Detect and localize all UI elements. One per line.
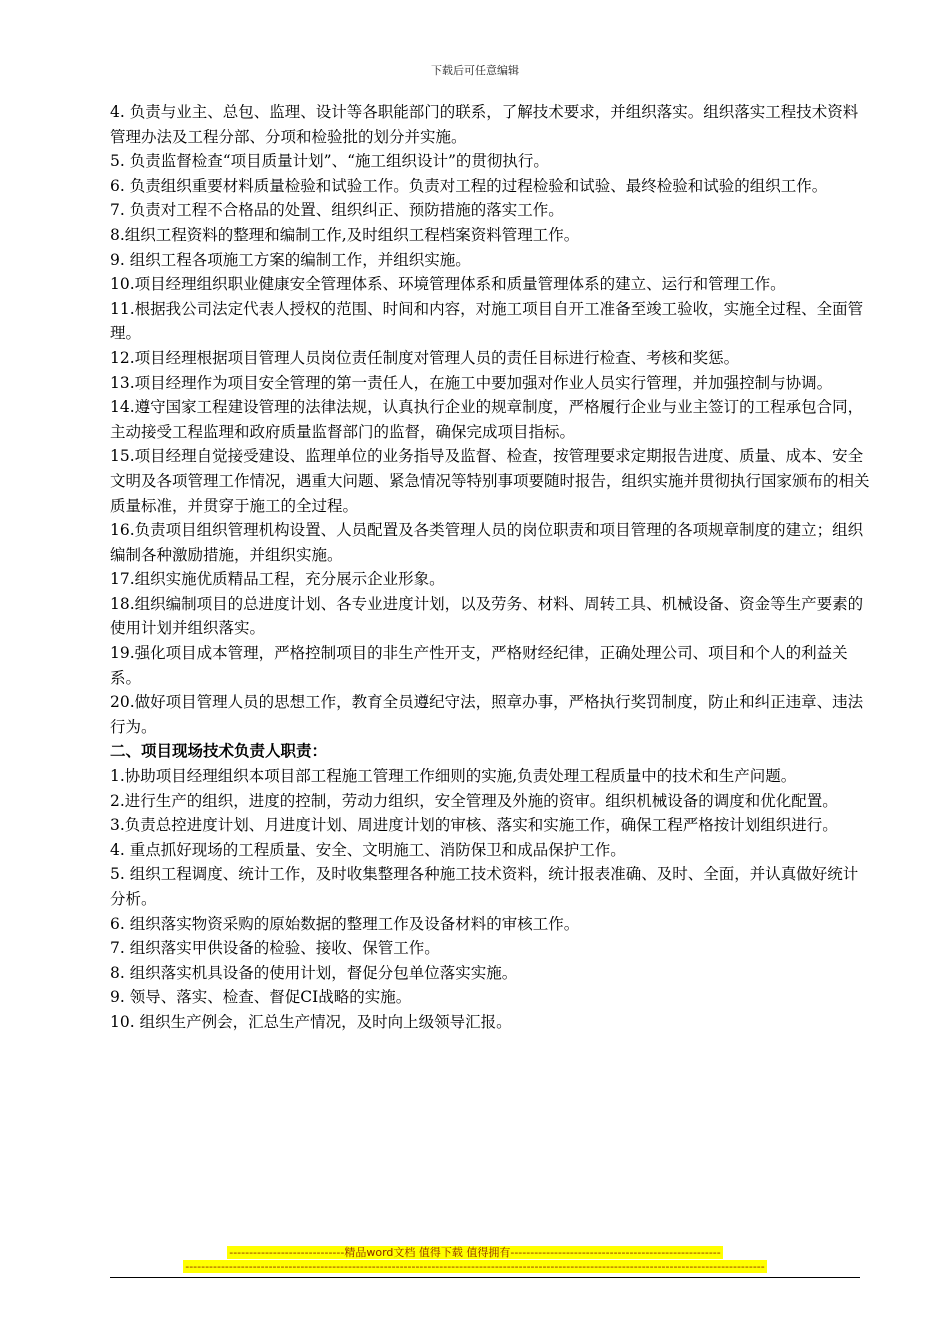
paragraph-item: 16.负责项目组织管理机构设置、人员配置及各类管理人员的岗位职责和项目管理的各项规章制度的建立；组织编制各种激励措施，并组织实施。: [110, 521, 864, 564]
paragraph-item: 4. 负责与业主、总包、监理、设计等各职能部门的联系，了解技术要求，并组织落实。组织落实工程技术资料管理办法及工程分部、分项和检验批的划分并实施。: [110, 103, 859, 146]
paragraph-item: 19.强化项目成本管理，严格控制项目的非生产性开支，严格财经纪律，正确处理公司、项目和个人的利益关系。: [110, 644, 848, 687]
section-heading: 二、项目现场技术负责人职责：: [110, 741, 328, 761]
section-paragraph-item: 8. 组织落实机具设备的使用计划，督促分包单位落实实施。: [110, 963, 518, 982]
section-paragraph-item: 4. 重点抓好现场的工程质量、安全、文明施工、消防保卫和成品保护工作。: [110, 840, 626, 859]
paragraph-item: 10.项目经理组织职业健康安全管理体系、环境管理体系和质量管理体系的建立、运行和管理工作。: [110, 275, 786, 294]
paragraph-item: 6. 负责组织重要材料质量检验和试验工作。负责对工程的过程检验和试验、最终检验和试验的组织工作。: [110, 176, 828, 195]
section-paragraph-item: 3.负责总控进度计划、月进度计划、周进度计划的审核、落实和实施工作，确保工程严格按计划组织进行。: [110, 816, 838, 835]
section-paragraph-item: 5. 组织工程调度、统计工作，及时收集整理各种施工技术资料，统计报表准确、及时、全面，并认真做好统计分析。: [110, 865, 859, 908]
paragraph-item: 7. 负责对工程不合格品的处置、组织纠正、预防措施的落实工作。: [110, 201, 564, 220]
section-paragraph-item: 10. 组织生产例会，汇总生产情况，及时向上级领导汇报。: [110, 1012, 512, 1031]
footer-banner: [0, 1244, 950, 1260]
footer-banner-text: -----------------------------精品word文档 值得下载 值得拥有-----------------------------------------------------: [229, 1246, 721, 1259]
footer-dashes-text: --------------------------------------------------------------------------------------------------------------------------------------------------: [185, 1260, 765, 1273]
section-paragraph-item: 6. 组织落实物资采购的原始数据的整理工作及设备材料的审核工作。: [110, 914, 580, 933]
section-paragraph-item: 1.协助项目经理组织本项目部工程施工管理工作细则的实施,负责处理工程质量中的技术和生产问题。: [110, 767, 797, 786]
paragraph-item: 11.根据我公司法定代表人授权的范围、时间和内容，对施工项目自开工准备至竣工验收，实施全过程、全面管理。: [110, 299, 864, 343]
paragraph-item: 5. 负责监督检查“项目质量计划”、“施工组织设计”的贯彻执行。: [110, 152, 549, 171]
paragraph-item: 12.项目经理根据项目管理人员岗位责任制度对管理人员的责任目标进行检查、考核和奖惩。: [110, 348, 740, 367]
paragraph-item: 18.组织编制项目的总进度计划、各专业进度计划，以及劳务、材料、周转工具、机械设备、资金等生产要素的使用计划并组织落实。: [110, 594, 864, 638]
page-header: 下载后可任意编辑: [431, 64, 519, 77]
footer-divider-dashes: [0, 1260, 950, 1273]
section-paragraph-item: 2.进行生产的组织，进度的控制，劳动力组织，安全管理及外施的资审。组织机械设备的调度和优化配置。: [110, 791, 838, 810]
section-paragraph-item: 7. 组织落实甲供设备的检验、接收、保管工作。: [110, 939, 440, 958]
section-paragraph-item: 9. 领导、落实、检查、督促CI战略的实施。: [110, 988, 412, 1007]
footer-rule: [110, 1277, 860, 1278]
paragraph-item: 9. 组织工程各项施工方案的编制工作，并组织实施。: [110, 250, 471, 269]
paragraph-item: 17.组织实施优质精品工程，充分展示企业形象。: [110, 570, 445, 589]
paragraph-item: 15.项目经理自觉接受建设、监理单位的业务指导及监督、检查，按管理要求定期报告进度、质量、成本、安全文明及各项管理工作情况，遇重大问题、紧急情况等特别事项要随时报告，组织实施并贯彻执行国家颁布的相关质量标准，并贯穿于施工的全过程。: [110, 447, 870, 515]
paragraph-item: 14.遵守国家工程建设管理的法律法规，认真执行企业的规章制度，严格履行企业与业主签订的工程承包合同，主动接受工程监理和政府质量监督部门的监督，确保完成项目指标。: [110, 398, 864, 441]
paragraph-item: 20.做好项目管理人员的思想工作，教育全员遵纪守法，照章办事，严格执行奖罚制度，防止和纠正违章、违法行为。: [110, 693, 864, 736]
document-body: [110, 100, 870, 1035]
paragraph-item: 8.组织工程资料的整理和编制工作,及时组织工程档案资料管理工作。: [110, 225, 580, 244]
paragraph-item: 13.项目经理作为项目安全管理的第一责任人，在施工中要加强对作业人员实行管理，并加强控制与协调。: [110, 373, 833, 392]
